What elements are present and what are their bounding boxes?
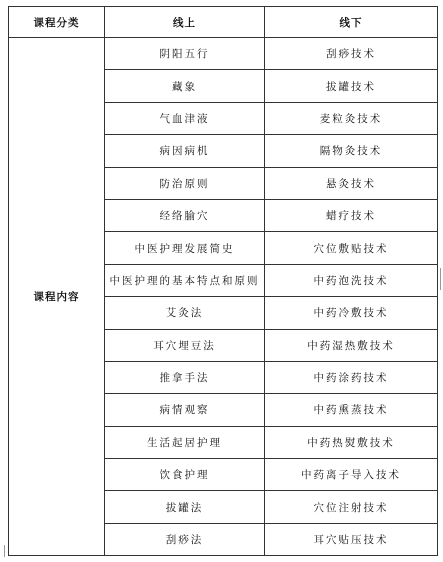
offline-cell: 麦粒灸技术 [265, 102, 438, 134]
online-cell: 经络腧穴 [105, 199, 265, 231]
header-category: 课程分类 [9, 7, 105, 38]
table-body [9, 38, 438, 556]
offline-cell: 中药泡洗技术 [265, 264, 438, 296]
online-cell: 中医护理发展简史 [105, 232, 265, 264]
right-edge-marker [440, 268, 441, 290]
offline-cell: 中药涂药技术 [265, 361, 438, 393]
header-online: 线上 [105, 7, 265, 38]
online-cell: 生活起居护理 [105, 426, 265, 458]
online-cell: 艾灸法 [105, 297, 265, 329]
offline-cell: 刮痧技术 [265, 38, 438, 70]
table-row [9, 38, 438, 70]
offline-cell: 中药冷敷技术 [265, 297, 438, 329]
offline-cell: 中药热熨敷技术 [265, 426, 438, 458]
header-offline: 线下 [265, 7, 438, 38]
online-cell: 推拿手法 [105, 361, 265, 393]
offline-cell: 中药熏蒸技术 [265, 394, 438, 426]
offline-cell: 中药湿热敷技术 [265, 329, 438, 361]
online-cell: 阴阳五行 [105, 38, 265, 70]
offline-cell: 耳穴贴压技术 [265, 523, 438, 555]
online-cell: 藏象 [105, 70, 265, 102]
online-cell: 饮食护理 [105, 459, 265, 491]
offline-cell: 蜡疗技术 [265, 199, 438, 231]
online-cell: 刮痧法 [105, 523, 265, 555]
table-header-row [9, 7, 438, 38]
online-cell: 气血津液 [105, 102, 265, 134]
offline-cell: 穴位注射技术 [265, 491, 438, 523]
online-cell: 病情观察 [105, 394, 265, 426]
online-cell: 中医护理的基本特点和原则 [105, 264, 265, 296]
offline-cell: 隔物灸技术 [265, 135, 438, 167]
offline-cell: 悬灸技术 [265, 167, 438, 199]
offline-cell: 穴位敷贴技术 [265, 232, 438, 264]
online-cell: 拔罐法 [105, 491, 265, 523]
left-edge-marker [4, 545, 5, 557]
offline-cell: 拔罐技术 [265, 70, 438, 102]
offline-cell: 中药离子导入技术 [265, 459, 438, 491]
online-cell: 病因病机 [105, 135, 265, 167]
course-table [8, 6, 438, 556]
category-cell: 课程内容 [9, 38, 105, 556]
online-cell: 防治原则 [105, 167, 265, 199]
online-cell: 耳穴埋豆法 [105, 329, 265, 361]
